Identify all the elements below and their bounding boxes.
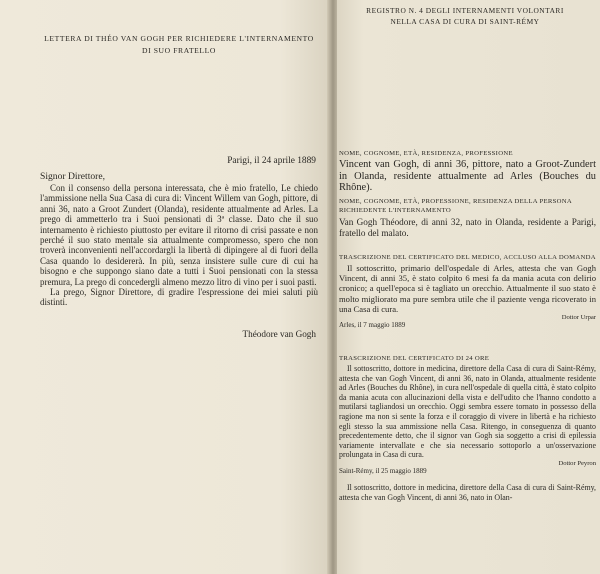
- register-section-requester: [339, 197, 596, 238]
- letter-title-line1: LETTERA DI THÉO VAN GOGH PER RICHIEDERE L'INTERNAMENTO: [44, 34, 314, 43]
- section-heading: NOME, COGNOME, ETÀ, RESIDENZA, PROFESSIONE: [339, 150, 513, 157]
- register-title-line2: NELLA CASA DI CURA DI SAINT-RÉMY: [390, 17, 540, 26]
- doctor-name: Dottor Peyron: [558, 459, 596, 467]
- section-heading: NOME, COGNOME, ETÀ, PROFESSIONE, RESIDENZA DELLA PERSONA RICHIEDENTE L'INTERNAMENTO: [339, 198, 572, 214]
- certificate-date: Arles, il 7 maggio 1889: [339, 321, 406, 330]
- letter-paragraph-1: Con il consenso della persona interessata, che è mio fratello, Le chiedo l'ammissione nella Sua Casa di cura di: Vincent Willem van Gogh, pittore, di anni 36, nato a Groot Zundert (Olanda), residente attualmente ad Arles. La prego di ammetterlo tra i Suoi pensionati di 3ª classe. Dato che il suo internamento è richiesto piuttosto per evitare il ritorno di crisi passate e non perché il suo stato mentale sia attualmente compromesso, spero che non troverà inconvenienti nell'accordargli la libertà di dipingere al di fuori della Casa quando lo desidererà. In più, senza insistere sulle cure di cui ha bisogno e che suppongo siano date a tutti i Suoi pensionati con la stessa premura, La prego di concedergli almeno mezzo litro di vino per i suoi pasti.: [40, 183, 318, 287]
- section-text: Van Gogh Théodore, di anni 32, nato in Olanda, residente a Parigi, fratello del malato.: [339, 217, 596, 238]
- section-text-continued: [339, 483, 596, 502]
- right-page: [337, 0, 600, 574]
- section-heading: TRASCRIZIONE DEL CERTIFICATO DEL MEDICO, ACCLUSO ALLA DOMANDA: [339, 254, 596, 261]
- certificate-paragraph: Il sottoscritto, primario dell'ospedale di Arles, attesta che van Gogh Vincent, di anni 35, è stato colpito 6 mesi fa da mania acuta con delirio cronico; a quell'epoca si è tagliato un orecchio. Attualmente il suo stato è molto migliorato ma pure sembra utile che il paziente venga ricoverato in una Casa di cura.: [339, 263, 596, 314]
- register-title: [365, 5, 565, 27]
- certificate-paragraph: Il sottoscritto, dottore in medicina, direttore della Casa di cura di Saint-Rémy, attesta che van Gogh Vincent, di anni 36, nato in Olan-: [339, 482, 596, 502]
- register-section-patient: [339, 149, 596, 194]
- section-text: [339, 364, 596, 460]
- register-section-24h-certificate: [339, 354, 596, 502]
- letter-signature: Théodore van Gogh: [242, 329, 316, 339]
- section-text: [339, 263, 596, 314]
- register-title-line1: REGISTRO N. 4 DEGLI INTERNAMENTI VOLONTARI: [366, 6, 564, 15]
- letter-date: Parigi, il 24 aprile 1889: [227, 156, 316, 166]
- certificate-paragraph: Il sottoscritto, dottore in medicina, direttore della Casa di cura di Saint-Rémy, attesta che van Gogh Vincent, di anni 36, nato in Olanda, attualmente residente ad Arles (Bouches du Rhône), in cura nell'ospedale di quella città, è stato colpito da mania acuta con allucinazioni della vista e dell'udito che l'hanno condotto a mutilarsi tagliandosi un orecchio. Oggi sembra essere tornato in possesso della ragione ma non si sente la forza e il coraggio di vivere in libertà e ha richiesto egli stesso la sua ammissione nella Casa. Ritengo, in conseguenza di quanto precedentemente detto, che il signor van Gogh sia soggetto a crisi di epilessia variamente intervallate e che sia necessario sottoporlo a un'osservazione prolungata in Casa di cura.: [339, 364, 596, 460]
- certificate-date: Saint-Rémy, il 25 maggio 1889: [339, 466, 427, 475]
- section-text: Vincent van Gogh, di anni 36, pittore, nato a Groot-Zundert in Olanda, residente attualmente ad Arles (Bouches du Rhône).: [339, 159, 596, 194]
- letter-title-line2: DI SUO FRATELLO: [142, 46, 216, 55]
- section-heading: TRASCRIZIONE DEL CERTIFICATO DI 24 ORE: [339, 355, 490, 362]
- letter-salutation: Signor Direttore,: [40, 171, 106, 182]
- letter-title: [34, 33, 324, 57]
- letter-body: [40, 183, 318, 308]
- letter-paragraph-2: La prego, Signor Direttore, di gradire l'espressione dei miei saluti più distinti.: [40, 287, 318, 308]
- register-section-medical-certificate: [339, 253, 596, 329]
- doctor-name: Dottor Urpar: [561, 314, 596, 322]
